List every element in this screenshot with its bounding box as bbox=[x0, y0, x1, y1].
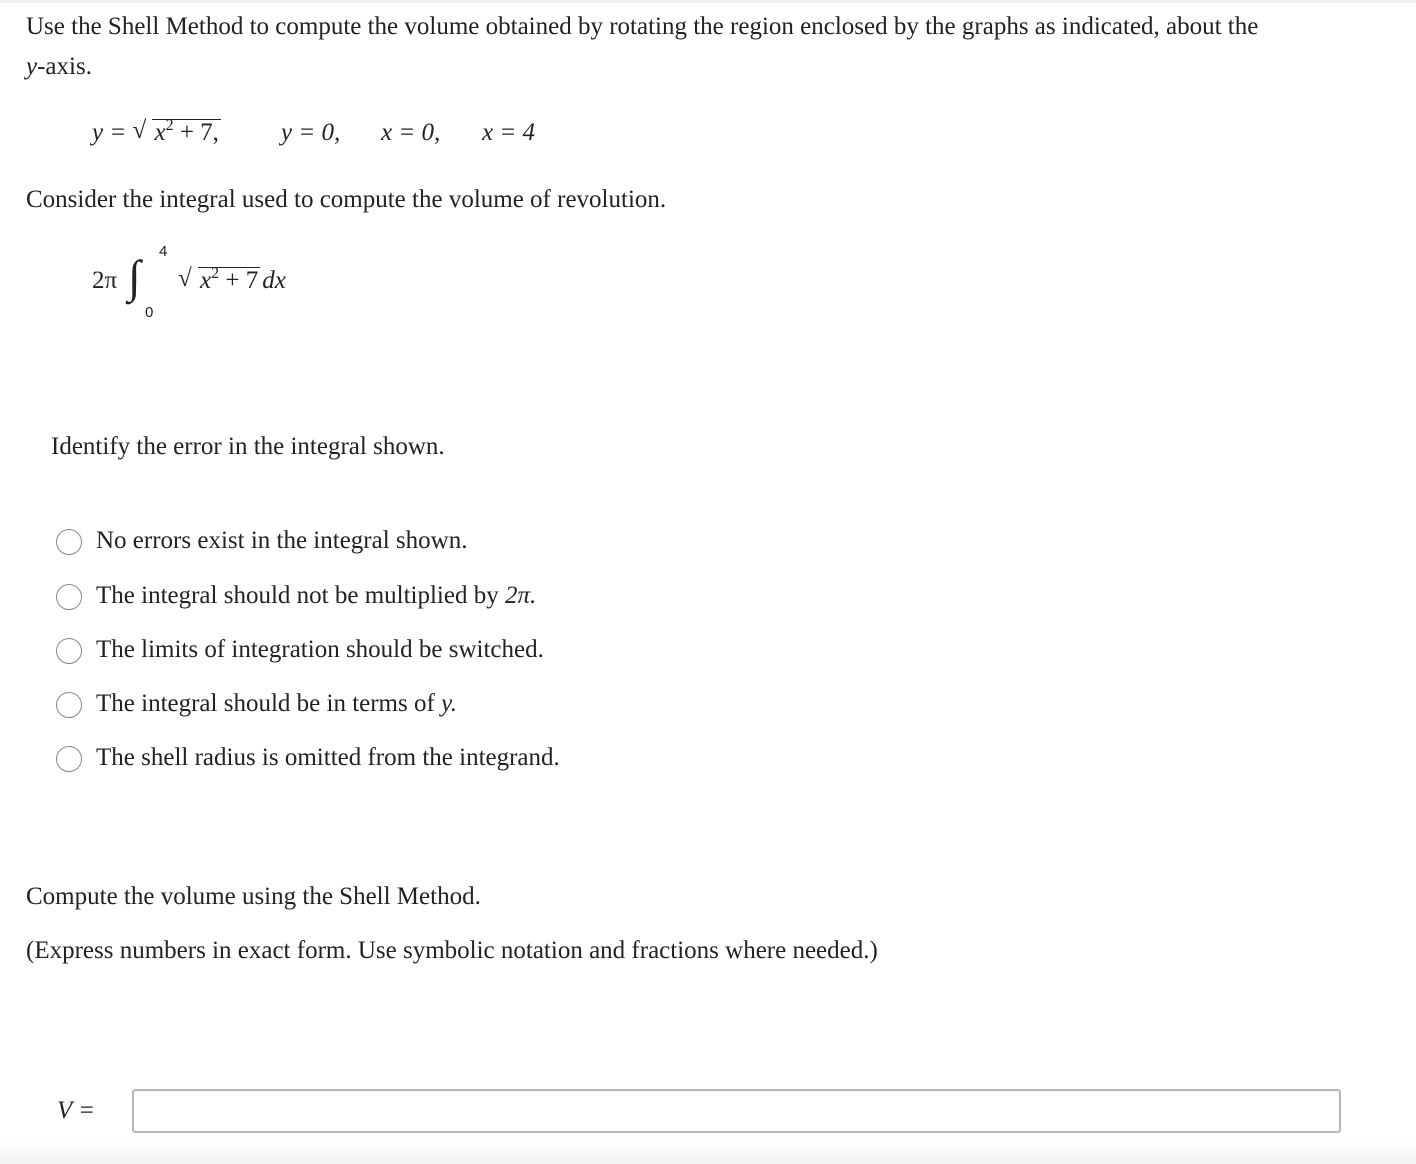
option-label[interactable]: The shell radius is omitted from the integrand. bbox=[96, 744, 560, 771]
option-label-text: The integral should not be multiplied by bbox=[96, 582, 505, 609]
equation-x-zero: x = 0, bbox=[381, 119, 441, 146]
integral-lower-limit: 0 bbox=[145, 304, 154, 321]
integral-upper-limit: 4 bbox=[159, 243, 168, 260]
question-prompt-axis bbox=[26, 52, 92, 82]
option-label[interactable]: The limits of integration should be switched. bbox=[96, 636, 544, 663]
option-label-text: The integral should be in terms of bbox=[96, 690, 442, 717]
question-prompt: Use the Shell Method to compute the volume obtained by rotating the region enclosed by the graphs as indicated, about the bbox=[26, 13, 1259, 40]
bottom-edge bbox=[0, 1140, 1416, 1164]
radical-icon: √ bbox=[178, 265, 192, 292]
option-label-math: 2π. bbox=[504, 582, 537, 609]
integral-coefficient: 2π bbox=[92, 267, 118, 294]
radio-button[interactable] bbox=[56, 746, 82, 772]
integral-differential: dx bbox=[262, 267, 286, 294]
radio-button[interactable] bbox=[56, 638, 82, 664]
option-label-math: y. bbox=[441, 690, 458, 717]
equation-x-four: x = 4 bbox=[482, 119, 535, 146]
consider-text: Consider the integral used to compute the volume of revolution. bbox=[26, 186, 667, 213]
compute-prompt: Compute the volume using the Shell Method. bbox=[26, 883, 481, 910]
radicand-exponent: 2 bbox=[165, 117, 174, 134]
identify-prompt: Identify the error in the integral shown. bbox=[51, 433, 445, 460]
equation-curve bbox=[92, 118, 221, 148]
integrand-radicand-rest: + 7 bbox=[219, 267, 259, 294]
axis-variable: y bbox=[26, 53, 38, 80]
option-label[interactable]: No errors exist in the integral shown. bbox=[96, 527, 468, 554]
option-label[interactable] bbox=[96, 689, 457, 719]
integrand bbox=[178, 266, 286, 296]
answer-label: V = bbox=[57, 1097, 95, 1124]
radicand-base: x bbox=[154, 119, 166, 146]
radio-button[interactable] bbox=[56, 584, 82, 610]
integrand-sqrt bbox=[178, 266, 260, 296]
radical-icon: √ bbox=[132, 117, 147, 144]
axis-suffix: -axis. bbox=[37, 53, 92, 80]
radio-button[interactable] bbox=[56, 529, 82, 555]
top-divider bbox=[0, 0, 1416, 3]
compute-instruction: (Express numbers in exact form. Use symbolic notation and fractions where needed.) bbox=[26, 937, 878, 964]
option-label[interactable] bbox=[96, 581, 536, 611]
volume-answer-input[interactable] bbox=[132, 1089, 1341, 1133]
equation-curve-lhs: y = bbox=[92, 119, 127, 146]
equation-y-zero: y = 0, bbox=[281, 119, 341, 146]
integrand-radicand-base: x bbox=[200, 267, 212, 294]
integral-sign-icon: ∫ bbox=[128, 251, 141, 302]
radicand-rest: + 7, bbox=[173, 119, 219, 146]
integrand-radicand-exponent: 2 bbox=[211, 265, 220, 282]
radio-button[interactable] bbox=[56, 692, 82, 718]
sqrt-expression bbox=[132, 118, 220, 148]
